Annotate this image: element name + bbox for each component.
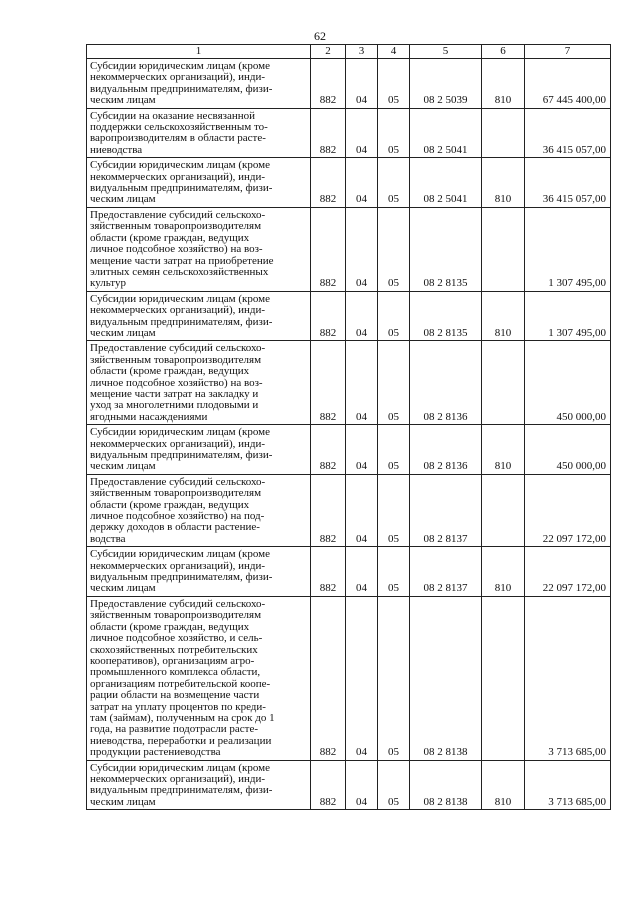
cell-col-6 xyxy=(482,207,525,291)
cell-col-4: 05 xyxy=(378,291,410,341)
row-description: Предоставление субсидий сельскохо- зяйственным товаропроизводителям области (кроме граждан, ведущих личное подсобное хозяйство) на под- держку доходов в области растение- водства xyxy=(87,474,311,546)
cell-col-6: 810 xyxy=(482,291,525,341)
cell-col-3: 04 xyxy=(346,158,378,208)
cell-col-5: 08 2 8136 xyxy=(410,425,482,475)
cell-amount: 3 713 685,00 xyxy=(525,596,611,760)
cell-amount: 1 307 495,00 xyxy=(525,291,611,341)
cell-col-5: 08 2 5041 xyxy=(410,108,482,158)
cell-amount: 1 307 495,00 xyxy=(525,207,611,291)
cell-col-2: 882 xyxy=(311,291,346,341)
header-col-7: 7 xyxy=(525,45,611,59)
cell-col-4: 05 xyxy=(378,425,410,475)
budget-table xyxy=(86,44,611,810)
header-col-1: 1 xyxy=(87,45,311,59)
row-description: Субсидии юридическим лицам (кроме некоммерческих организаций), инди- видуальным предпринимателям, физи- ческим лицам xyxy=(87,291,311,341)
cell-col-6 xyxy=(482,341,525,425)
cell-amount: 36 415 057,00 xyxy=(525,108,611,158)
row-description: Субсидии на оказание несвязанной поддержки сельскохозяйственным то- варопроизводителям в области расте- ниеводства xyxy=(87,108,311,158)
cell-col-5: 08 2 8136 xyxy=(410,341,482,425)
cell-col-2: 882 xyxy=(311,596,346,760)
table-row xyxy=(87,474,611,546)
table-row xyxy=(87,341,611,425)
cell-col-3: 04 xyxy=(346,291,378,341)
cell-col-3: 04 xyxy=(346,425,378,475)
cell-col-4: 05 xyxy=(378,207,410,291)
row-description: Субсидии юридическим лицам (кроме некоммерческих организаций), инди- видуальным предпринимателям, физи- ческим лицам xyxy=(87,425,311,475)
cell-col-3: 04 xyxy=(346,59,378,109)
cell-col-4: 05 xyxy=(378,158,410,208)
cell-col-6: 810 xyxy=(482,158,525,208)
cell-col-6: 810 xyxy=(482,760,525,810)
row-description: Предоставление субсидий сельскохо- зяйственным товаропроизводителям области (кроме граждан, ведущих личное подсобное хозяйство, и сель- скохозяйственных потребительских кооперативов), организациям агро- промышленного комплекса области, организациям потребительской коопе- рации области на возмещение части затрат на уплату процентов по креди- там (займам), полученным на срок до 1 года, на развитие подотрасли расте- ниеводства, переработки и реализации продукции растениеводства xyxy=(87,596,311,760)
page-number: 62 xyxy=(314,29,326,43)
table-row xyxy=(87,596,611,760)
cell-col-3: 04 xyxy=(346,108,378,158)
table-row xyxy=(87,158,611,208)
cell-col-3: 04 xyxy=(346,547,378,597)
row-description: Субсидии юридическим лицам (кроме некоммерческих организаций), инди- видуальным предпринимателям, физи- ческим лицам xyxy=(87,547,311,597)
row-description: Субсидии юридическим лицам (кроме некоммерческих организаций), инди- видуальным предпринимателям, физи- ческим лицам xyxy=(87,59,311,109)
cell-amount: 36 415 057,00 xyxy=(525,158,611,208)
header-col-4: 4 xyxy=(378,45,410,59)
cell-col-6: 810 xyxy=(482,59,525,109)
cell-col-6 xyxy=(482,108,525,158)
cell-col-2: 882 xyxy=(311,547,346,597)
cell-amount: 450 000,00 xyxy=(525,425,611,475)
cell-col-3: 04 xyxy=(346,596,378,760)
header-col-5: 5 xyxy=(410,45,482,59)
cell-amount: 67 445 400,00 xyxy=(525,59,611,109)
cell-col-2: 882 xyxy=(311,760,346,810)
header-col-2: 2 xyxy=(311,45,346,59)
cell-col-2: 882 xyxy=(311,158,346,208)
cell-amount: 3 713 685,00 xyxy=(525,760,611,810)
cell-col-3: 04 xyxy=(346,474,378,546)
cell-col-5: 08 2 5041 xyxy=(410,158,482,208)
cell-col-6: 810 xyxy=(482,547,525,597)
cell-col-5: 08 2 8137 xyxy=(410,474,482,546)
cell-col-2: 882 xyxy=(311,59,346,109)
cell-col-6 xyxy=(482,474,525,546)
cell-col-4: 05 xyxy=(378,596,410,760)
cell-col-4: 05 xyxy=(378,59,410,109)
table-row xyxy=(87,760,611,810)
header-col-3: 3 xyxy=(346,45,378,59)
table-row xyxy=(87,547,611,597)
cell-col-4: 05 xyxy=(378,760,410,810)
cell-col-5: 08 2 8138 xyxy=(410,760,482,810)
cell-col-4: 05 xyxy=(378,547,410,597)
cell-col-3: 04 xyxy=(346,207,378,291)
cell-col-5: 08 2 8137 xyxy=(410,547,482,597)
cell-col-6 xyxy=(482,596,525,760)
header-col-6: 6 xyxy=(482,45,525,59)
cell-col-5: 08 2 8135 xyxy=(410,207,482,291)
row-description: Предоставление субсидий сельскохо- зяйственным товаропроизводителям области (кроме граждан, ведущих личное подсобное хозяйство) на воз- мещение части затрат на приобретение элитных семян сельскохозяйственных культур xyxy=(87,207,311,291)
table-row xyxy=(87,59,611,109)
row-description: Субсидии юридическим лицам (кроме некоммерческих организаций), инди- видуальным предпринимателям, физи- ческим лицам xyxy=(87,760,311,810)
cell-col-5: 08 2 5039 xyxy=(410,59,482,109)
cell-col-6: 810 xyxy=(482,425,525,475)
cell-amount: 22 097 172,00 xyxy=(525,474,611,546)
cell-col-2: 882 xyxy=(311,341,346,425)
cell-amount: 450 000,00 xyxy=(525,341,611,425)
cell-col-2: 882 xyxy=(311,207,346,291)
cell-col-2: 882 xyxy=(311,425,346,475)
row-description: Субсидии юридическим лицам (кроме некоммерческих организаций), инди- видуальным предпринимателям, физи- ческим лицам xyxy=(87,158,311,208)
cell-col-3: 04 xyxy=(346,760,378,810)
cell-col-4: 05 xyxy=(378,108,410,158)
row-description: Предоставление субсидий сельскохо- зяйственным товаропроизводителям области (кроме граждан, ведущих личное подсобное хозяйство) на воз- мещение части затрат на закладку и уход за многолетними плодовыми и ягодными насаждениями xyxy=(87,341,311,425)
cell-col-3: 04 xyxy=(346,341,378,425)
table-row xyxy=(87,108,611,158)
cell-col-5: 08 2 8135 xyxy=(410,291,482,341)
cell-col-2: 882 xyxy=(311,474,346,546)
cell-col-4: 05 xyxy=(378,341,410,425)
cell-amount: 22 097 172,00 xyxy=(525,547,611,597)
cell-col-5: 08 2 8138 xyxy=(410,596,482,760)
table-row xyxy=(87,425,611,475)
table-row xyxy=(87,207,611,291)
table-header-row xyxy=(87,45,611,59)
cell-col-4: 05 xyxy=(378,474,410,546)
cell-col-2: 882 xyxy=(311,108,346,158)
table-row xyxy=(87,291,611,341)
